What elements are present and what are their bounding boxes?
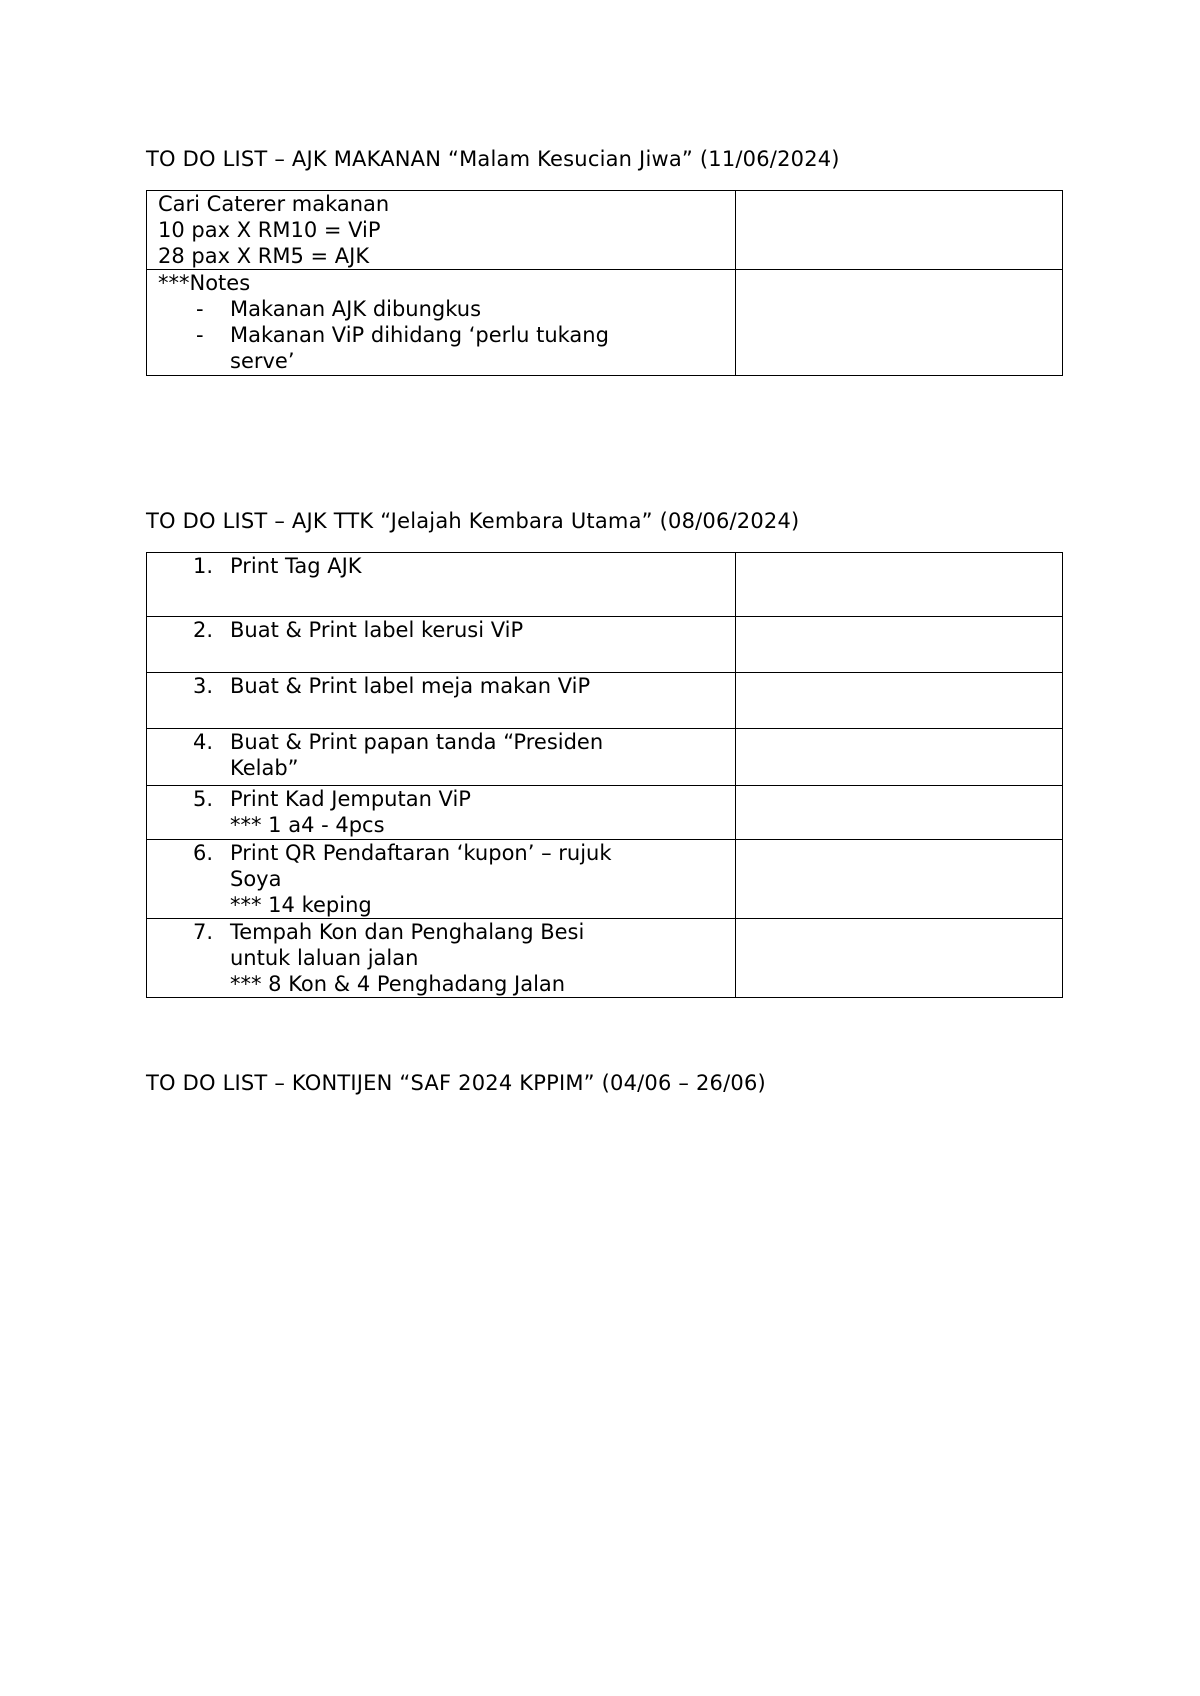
numbered-item bbox=[147, 617, 735, 643]
status-cell bbox=[736, 270, 1063, 376]
item-text-continuation: *** 1 a4 - 4pcs bbox=[230, 813, 385, 837]
item-text-continuation: Soya bbox=[230, 867, 282, 891]
item-text-continuation: untuk laluan jalan bbox=[230, 946, 419, 970]
list-item bbox=[147, 296, 735, 322]
item-text-continuation: Kelab” bbox=[230, 756, 299, 780]
item-text-continuation: *** 8 Kon & 4 Penghadang Jalan bbox=[230, 972, 566, 996]
task-cell bbox=[147, 919, 736, 998]
table-row bbox=[147, 270, 1063, 376]
notes-cell bbox=[147, 270, 736, 376]
item-text: Tempah Kon dan Penghalang Besi bbox=[230, 920, 585, 944]
item-number: 5. bbox=[193, 787, 214, 811]
numbered-item bbox=[147, 729, 735, 755]
task-cell bbox=[147, 673, 736, 729]
bullet-continuation: serve’ bbox=[230, 349, 295, 373]
bullet-dash: - bbox=[196, 323, 204, 347]
section1-heading: TO DO LIST – AJK MAKANAN “Malam Kesucian Jiwa” (11/06/2024) bbox=[146, 147, 840, 171]
status-cell bbox=[736, 729, 1063, 786]
status-cell bbox=[736, 617, 1063, 673]
item-number: 3. bbox=[193, 674, 214, 698]
status-cell bbox=[736, 840, 1063, 919]
item-number: 7. bbox=[193, 920, 214, 944]
task-cell bbox=[147, 553, 736, 617]
bullet-text: Makanan AJK dibungkus bbox=[230, 297, 482, 321]
table-row bbox=[147, 786, 1063, 840]
section1-table bbox=[146, 190, 1063, 376]
section2-heading: TO DO LIST – AJK TTK “Jelajah Kembara Utama” (08/06/2024) bbox=[146, 509, 800, 533]
item-text: Buat & Print label meja makan ViP bbox=[230, 674, 591, 698]
numbered-item bbox=[147, 553, 735, 579]
item-number: 1. bbox=[193, 554, 214, 578]
status-cell bbox=[736, 673, 1063, 729]
table-row bbox=[147, 191, 1063, 270]
list-item bbox=[147, 322, 735, 348]
bullet-text: Makanan ViP dihidang ‘perlu tukang bbox=[230, 323, 609, 347]
table-row bbox=[147, 617, 1063, 673]
item-text: Print Kad Jemputan ViP bbox=[230, 787, 471, 811]
numbered-item bbox=[147, 786, 735, 812]
item-text: Print Tag AJK bbox=[230, 554, 362, 578]
item-text: Print QR Pendaftaran ‘kupon’ – rujuk bbox=[230, 841, 612, 865]
table-row bbox=[147, 673, 1063, 729]
numbered-item bbox=[147, 919, 735, 945]
task-cell bbox=[147, 840, 736, 919]
item-number: 4. bbox=[193, 730, 214, 754]
task-cell bbox=[147, 729, 736, 786]
section2-table bbox=[146, 552, 1063, 998]
task-line: 10 pax X RM10 = ViP bbox=[158, 218, 381, 242]
table-row bbox=[147, 919, 1063, 998]
table-row bbox=[147, 840, 1063, 919]
status-cell bbox=[736, 919, 1063, 998]
section3-heading: TO DO LIST – KONTIJEN “SAF 2024 KPPIM” (04/06 – 26/06) bbox=[146, 1071, 766, 1095]
status-cell bbox=[736, 553, 1063, 617]
item-number: 2. bbox=[193, 618, 214, 642]
task-cell bbox=[147, 617, 736, 673]
bullet-dash: - bbox=[196, 297, 204, 321]
task-cell bbox=[147, 786, 736, 840]
item-text: Buat & Print label kerusi ViP bbox=[230, 618, 524, 642]
item-text-continuation: *** 14 keping bbox=[230, 893, 372, 917]
status-cell bbox=[736, 191, 1063, 270]
item-number: 6. bbox=[193, 841, 214, 865]
numbered-item bbox=[147, 840, 735, 866]
task-cell bbox=[147, 191, 736, 270]
item-text: Buat & Print papan tanda “Presiden bbox=[230, 730, 604, 754]
numbered-item bbox=[147, 673, 735, 699]
status-cell bbox=[736, 786, 1063, 840]
task-line: Cari Caterer makanan bbox=[158, 192, 390, 216]
table-row bbox=[147, 729, 1063, 786]
table-row bbox=[147, 553, 1063, 617]
notes-title: ***Notes bbox=[158, 271, 251, 295]
task-line: 28 pax X RM5 = AJK bbox=[158, 244, 370, 268]
